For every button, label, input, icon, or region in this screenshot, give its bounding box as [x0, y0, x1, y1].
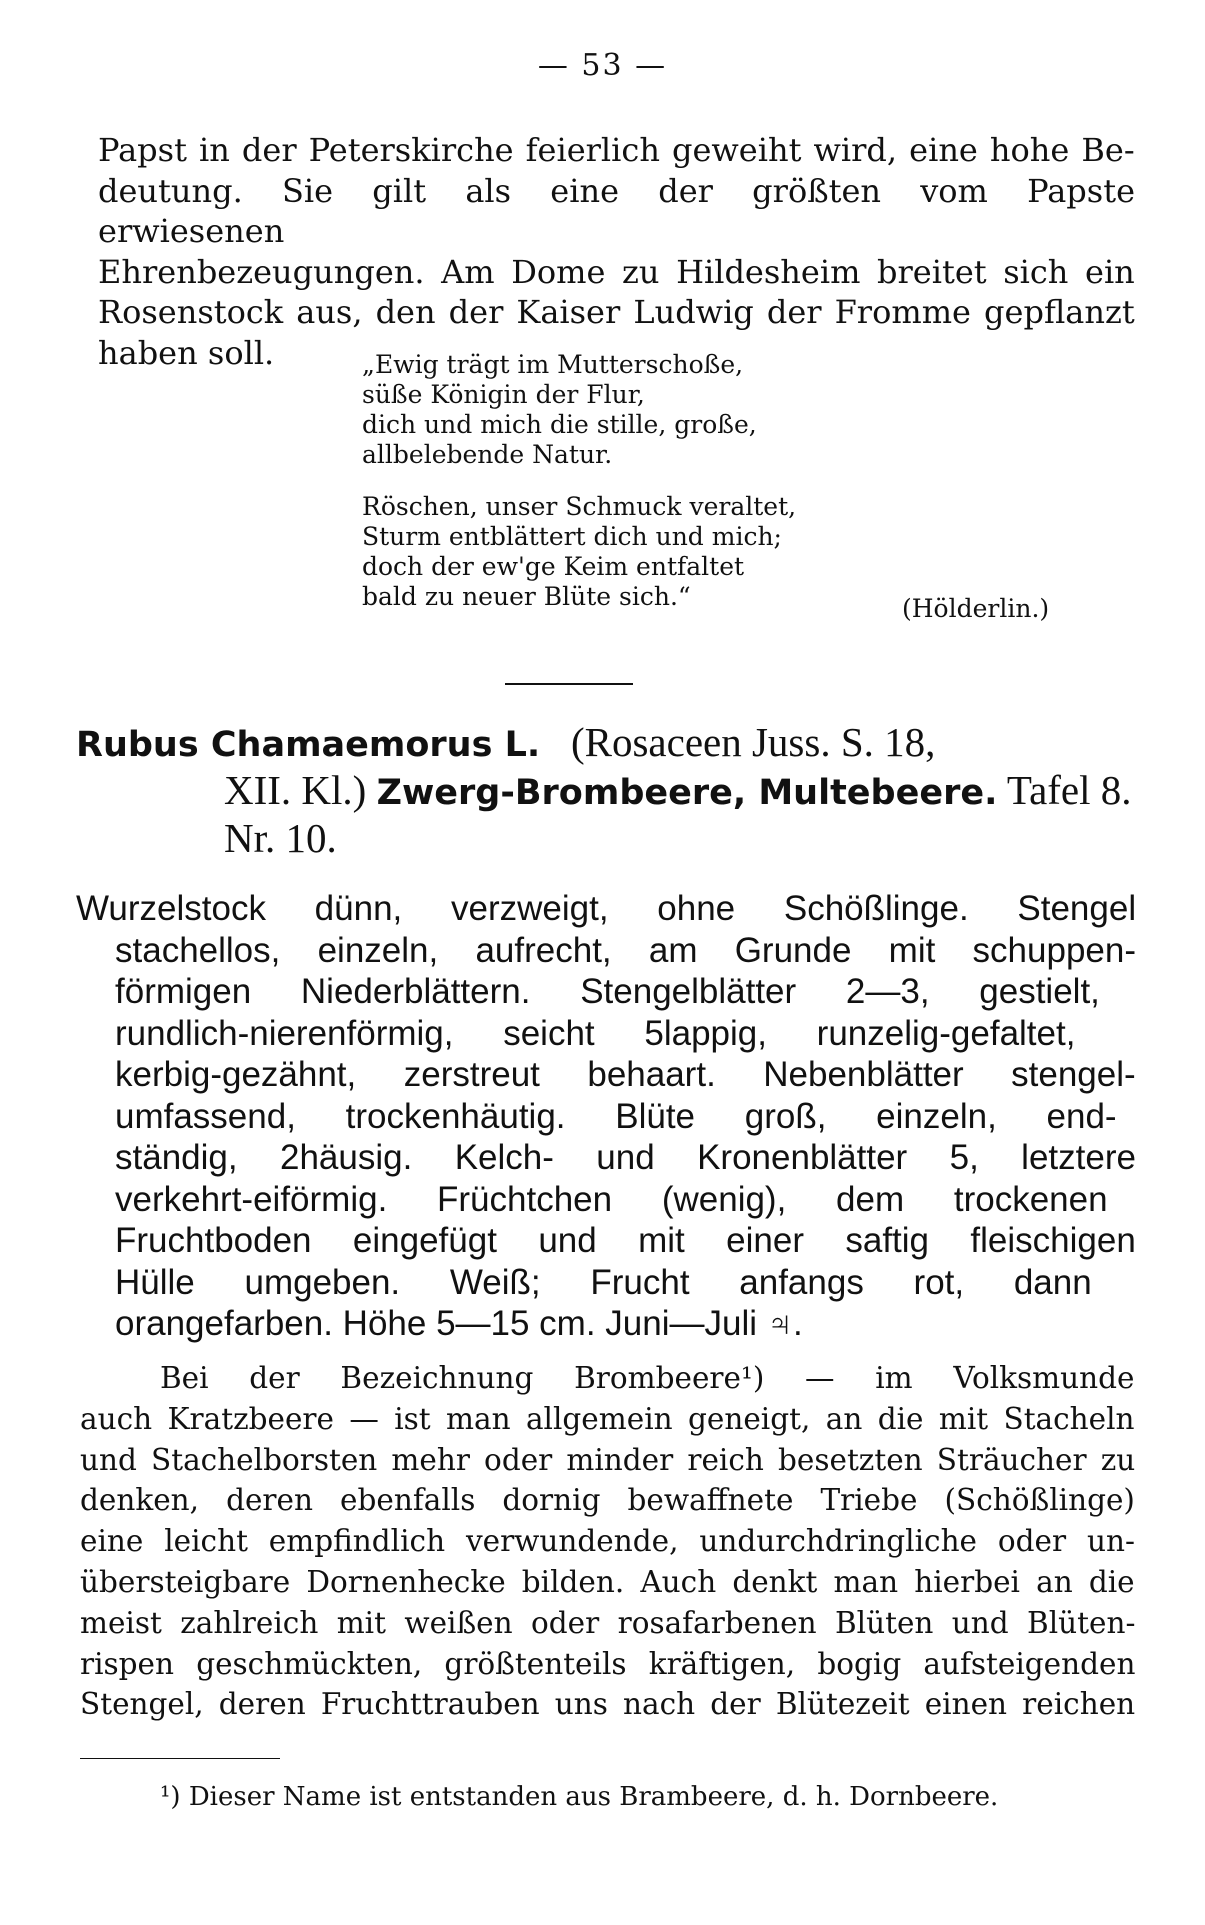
- poem-line: Röschen, unser Schmuck veraltet,: [362, 492, 797, 521]
- footnote-divider: [80, 1758, 280, 1759]
- text-line: und Stachelborsten mehr oder minder reich besetzten Sträucher zu: [80, 1442, 1136, 1477]
- poem-stanza-1: [362, 350, 757, 470]
- intro-paragraph: [98, 130, 1135, 373]
- text-line: Papst in der Peterskirche feierlich geweiht wird, eine hohe Be-: [98, 131, 1135, 169]
- text-line: auch Kratzbeere — ist man allgemein geneigt, an die mit Stacheln: [80, 1401, 1135, 1436]
- description-line: orangefarben. Höhe 5—15 cm. Juni—Juli ♃.: [115, 1304, 803, 1343]
- text-line: Ehrenbezeugungen. Am Dome zu Hildesheim breitet sich ein: [98, 252, 1135, 291]
- poem-line: „Ewig trägt im Mutterschoße,: [362, 350, 744, 379]
- species-heading-line-2: [76, 768, 1136, 816]
- species-name: Rubus Chamaemorus L.: [76, 725, 541, 765]
- text-line: haben soll.: [98, 333, 275, 372]
- text-line: Rosenstock aus, den der Kaiser Ludwig der Fromme gepflanzt: [98, 293, 1135, 331]
- footnote: ¹) Dieser Name ist entstanden aus Brambeere, d. h. Dornbeere.: [160, 1782, 999, 1812]
- description-line: Hülle umgeben. Weiß; Frucht anfangs rot, dann: [115, 1262, 1092, 1302]
- text-line: deutung. Sie gilt als eine der größten vom Papste erwiesenen: [98, 171, 1135, 250]
- text-line: meist zahlreich mit weißen oder rosafarbenen Blüten und Blüten-: [80, 1605, 1136, 1640]
- poem-line: dich und mich die stille, große,: [362, 410, 757, 439]
- poem-line: allbelebende Natur.: [362, 440, 613, 469]
- species-common-names: Zwerg-Brombeere, Multebeere.: [376, 773, 998, 813]
- species-family: (Rosaceen Juss. S. 18,: [570, 719, 936, 765]
- description-line: Wurzelstock dünn, verzweigt, ohne Schößlinge. Stengel: [76, 889, 1137, 928]
- poem-line: bald zu neuer Blüte sich.“: [362, 582, 691, 611]
- description-line: förmigen Niederblättern. Stengelblätter 2—3, gestielt,: [115, 972, 1100, 1011]
- poem-line: süße Königin der Flur,: [362, 380, 645, 409]
- section-divider: [505, 683, 633, 685]
- text-line: denken, deren ebenfalls dornig bewaffnete Triebe (Schößlinge): [80, 1483, 1135, 1518]
- description-line: kerbig-gezähnt, zerstreut behaart. Nebenblätter stengel-: [115, 1055, 1136, 1094]
- description-line: umfassend, trockenhäutig. Blüte groß, einzeln, end-: [115, 1096, 1117, 1136]
- species-heading: [76, 720, 1136, 861]
- text-line: eine leicht empfindlich verwundende, undurchdringliche oder un-: [80, 1524, 1135, 1559]
- species-class: XII. Kl.): [224, 767, 367, 813]
- page-number: — 53 —: [537, 48, 668, 83]
- species-plate: Tafel 8.: [1006, 767, 1132, 813]
- text-line: Stengel, deren Fruchttrauben uns nach der Blütezeit einen reichen: [80, 1687, 1136, 1722]
- species-description: [76, 888, 1136, 1345]
- poem-line: doch der ew'ge Keim entfaltet: [362, 552, 745, 581]
- text-line: Bei der Bezeichnung Brombeere¹) — im Volksmunde: [160, 1361, 1135, 1395]
- poem-line: Sturm entblättert dich und mich;: [362, 522, 782, 551]
- description-line: Fruchtboden eingefügt und mit einer saftig fleischigen: [115, 1221, 1136, 1260]
- poem-stanza-2: [362, 492, 796, 612]
- description-line: verkehrt-eiförmig. Früchtchen (wenig), dem trockenen: [115, 1179, 1108, 1219]
- description-line: ständig, 2häusig. Kelch- und Kronenblätter 5, letztere: [115, 1138, 1136, 1177]
- poem-citation: (Hölderlin.): [902, 594, 1050, 623]
- species-number: Nr. 10.: [224, 815, 337, 861]
- description-line: rundlich-nierenförmig, seicht 5lappig, runzelig-gefaltet,: [115, 1013, 1076, 1053]
- text-line: übersteigbare Dornenhecke bilden. Auch denkt man hierbei an die: [80, 1564, 1135, 1599]
- species-heading-line-1: [76, 720, 1136, 768]
- description-line: stachellos, einzeln, aufrecht, am Grunde mit schuppen-: [115, 930, 1136, 970]
- body-paragraph: [80, 1358, 1135, 1725]
- text-line: rispen geschmückten, größtenteils kräftigen, bogig aufsteigenden: [80, 1646, 1136, 1681]
